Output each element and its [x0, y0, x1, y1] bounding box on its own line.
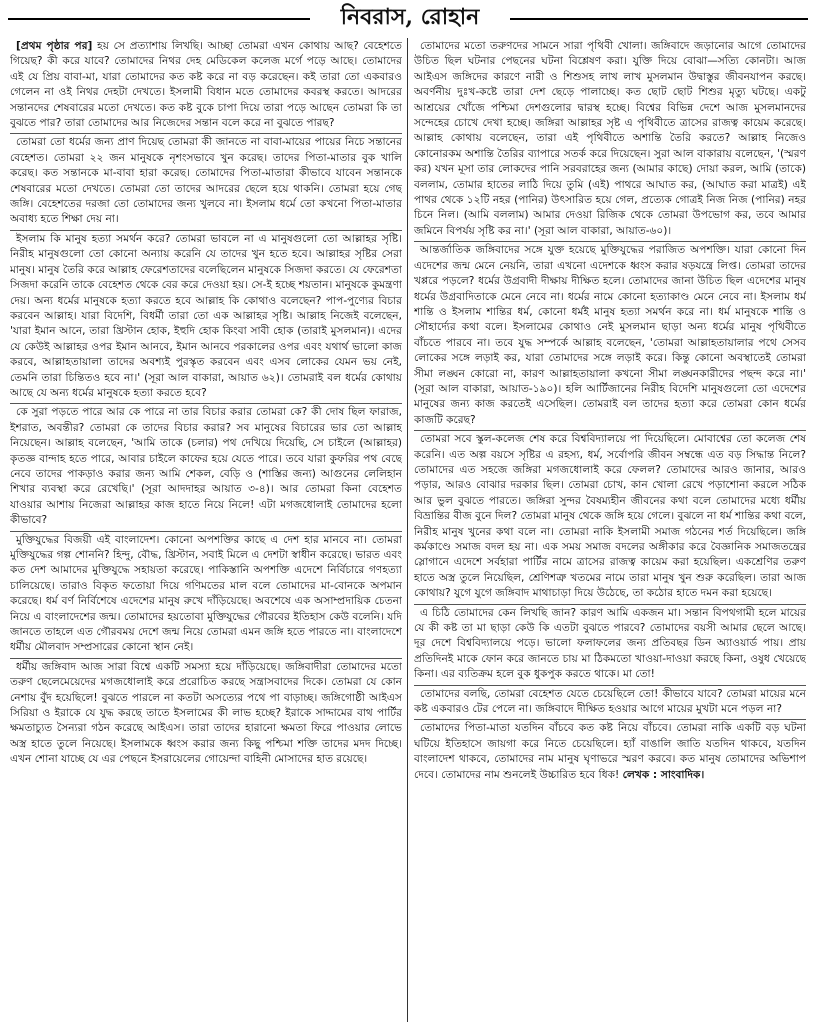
- article-header: [0, 0, 816, 36]
- paragraph-text: হয় সে প্রত্যাশায় লিখছি। আচ্ছা তোমরা এখন কোথায় আছ? বেহেশতে গিয়েছ? কী করে যাবে? তোমাদের নিথর দেহ মেডিকেল কলেজ মর্গে পড়ে আছে। তোমাদের এই যে প্রিয় বাবা-মা, যারা তোমাদের কত কষ্ট করে না বড় করেছেন। কই তারা তো একবারও গেলেন না ওই নিথর দেহটা দেখতে। ইসলামী বিধান মতে তোমাদের কবরস্থ করতে। আদরের সন্তানদের শেষবারের মতো দেখতে। কত কষ্ট বুকে চাপা দিয়ে তারা পড়ে আছেন তোমরা কি তা বুঝতে পার? তারা তোমাদের আর নিজেদের সন্তান বলে করে না বুঝতে পারছ?: [10, 40, 402, 130]
- article-paragraph: কে সুরা পড়তে পারে আর কে পারে না তার বিচার করার তোমরা কে? কী দোষ ছিল ফারাজ, ইশরাত, অবন্তীর? তোমরা কে তাদের বিচার করার? সব মানুষের বিচারের ভার তো আল্লাহ নিয়েছেন। আল্লাহ বলেছেন, 'আমি তাকে (চলার) পথ দেখিয়ে দিয়েছি, সে চাইলে (আল্লাহর) কৃতজ্ঞ বান্দাহ হতে পারে, আবার চাইলে কাফের হয়ে যেতে পারে। তবে যারা কুফরির পথ বেছে নেবে তাদের পাকড়াও করার জন্য আমি শেকল, বেড়ি ও (শাস্তির জন্য) আগুনের লেলিহান শিখার ব্যবস্থা করে রেখেছি।' (সূরা আদদাহর আয়াত ৩-৪)। আর তোমরা কিনা বেহেশত যাওয়ার আশায় নিজেরা আল্লাহর কাজ হাতে নিয়ে নিলে! এটা মগজধোলাই তোমাদের হলো কীভাবে?: [10, 404, 402, 531]
- author-byline: লেখক : সাংবাদিক।: [622, 768, 705, 781]
- article-paragraph: তোমাদের মতো তরুণদের সামনে সারা পৃথিবী খোলা। জঙ্গিবাদে জড়ানোর আগে তোমাদের উচিত ছিল ঘটনার পেছনের ঘটনা বিশ্লেষণ করা। যুক্তি দিয়ে বোঝা—সত্যি কোনটা। আজ আইএস জঙ্গিদের কারণে নারী ও শিশুসহ লাখ লাখ মুসলমান উদ্বাস্তুর জীবনযাপন করছে। অবর্ণনীয় দুঃখ-কষ্টে তারা দেশ ছেড়ে পালাচ্ছে। কত ছোট ছোট শিশুর মৃত্যু ঘটছে। একটু আশ্রয়ের খোঁজে পশ্চিমা দেশগুলোর দ্বারস্থ হচ্ছে। বিশ্বের বিভিন্ন দেশে আজ মুসলমানদের সন্দেহের চোখে দেখা হচ্ছে। জঙ্গিরা আল্লাহর সৃষ্ট এ পৃথিবীতে ত্রাসের রাজত্ব কায়েম করেছে। আল্লাহ কোথায় বলেছেন, তারা এই পৃথিবীতে অশান্তি তৈরি করতে? আল্লাহ নিজেও কোনোরকম অশান্তি তৈরির ব্যাপারে সতর্ক করে দিয়েছেন। সুরা আল বাকারায় বলেছেন, '(স্মরণ কর) যখন মূসা তার লোকদের পানি সরবরাহের জন্য (আমার কাছে) দোয়া করল, আমি (তাকে) বললাম, তোমার হাতের লাঠি দিয়ে তুমি (এই) পাথরে আঘাত কর, (আঘাত করা মাত্রই) এই পাথর থেকে ১২টি নহর (পানির) উৎসারিত হয়ে গেল, প্রত্যেক গোত্রই নিজ নিজ (পানির) নহর চিনে নিল। (আমি বললাম) আমার দেওয়া রিজিক থেকে তোমরা উপভোগ কর, তবে আমার জমিনে বিপর্যয় সৃষ্টি কর না।' (সূরা আল বাকারা, আয়াত-৬০)।: [414, 38, 806, 242]
- paragraph-text: তোমাদের পিতা-মাতা যতদিন বাঁচবে কত কষ্ট নিয়ে বাঁচবে। তোমরা নাকি একটি বড় ঘটনা ঘটিয়ে ইতিহাসে জায়গা করে নিতে চেয়েছিলে। হ্যাঁ বাঙালি জাতি যতদিন থাকবে, যতদিন বাংলাদেশ থাকবে, তোমাদের নাম মানুষ ঘৃণাভরে স্মরণ করবে। কত মানুষ তোমাদের অভিশাপ দেবে। তোমাদের নাম শুনলেই উচ্চারিত হবে ধিক!: [414, 722, 806, 781]
- header-rule-left: [8, 18, 310, 20]
- article-paragraph: ইসলাম কি মানুষ হত্যা সমর্থন করে? তোমরা ভাবলে না এ মানুষগুলো তো আল্লাহর সৃষ্টি। নিরীহ মানুষগুলো তো কোনো অন্যায় করেনি যে তাদের খুন হতে হবে। আল্লাহর সৃষ্টির সেরা মানুষ। মানুষ তৈরি করে আল্লাহ ফেরেশতাদের বলেছিলেন মানুষকে সিজদা করতে। যে ফেরেশতা সিজদা করেনি তাকে বেহেশত থেকে বের করে দেওয়া হয়। সে-ই হচ্ছে শয়তান। মানুষকে কুমন্ত্রণা দেয়। অন্য ধর্মের মানুষকে হত্যা করতে হবে আল্লাহ কি কোথাও বলেছেন? পাপ-পুণ্যের বিচার করবেন আল্লাহ। যারা বিদেশি, বিধর্মী তারা তো এক আল্লাহর সৃষ্টি। আল্লাহ নিজেই বলেছেন, 'যারা ইমান আনে, তারা খ্রিস্টান হোক, ইহুদি হোক কিংবা সাবী হোক (তারাই মুসলমান)। এদের যে কেউই আল্লাহর ওপর ইমান আনবে, ইমান আনবে পরকালের ওপর এবং যথার্থ ভালো কাজ করবে, আল্লাহতায়ালা তাদের অবশ্যই পুরস্কৃত করবেন এবং এসব লোকের যেমন ভয় নেই, তেমনি তারা চিন্তিতও হবে না।' (সূরা আল বাকারা, আয়াত ৬২)। তোমরাই বল ধর্মের কোথায় আছে যে অন্য ধর্মের মানুষকে হত্যা করতে হবে?: [10, 231, 402, 404]
- article-paragraph: আন্তর্জাতিক জঙ্গিবাদের সঙ্গে যুক্ত হয়েছে মুক্তিযুদ্ধের পরাজিত অপশক্তি। যারা কোনো দিন এদেশের জন্ম মেনে নেয়নি, তারা এখনো এদেশকে ধ্বংস করার ষড়যন্ত্রে লিপ্ত। তোমরা তাদের খপ্পরে পড়লে? ধর্মের উগ্রবাদী দীক্ষায় দীক্ষিত হলে। তোমাদের জানা উচিত ছিল এদেশের মানুষ ধর্মের উগ্রবাদিতাকে মেনে নেবে না। ধর্মের নামে কোনো হত্যাকাণ্ড মেনে নেবে না। ইসলাম ধর্ম শান্তি ও ইসলাম শান্তির ধর্ম, কোনো ধর্মই মানুষ হত্যা সমর্থন করে না। ধর্ম মানুষকে শান্তি ও সৌহার্দ্যের কথা বলে। ইসলামের কোথাও নেই মুসলমান ছাড়া অন্য ধর্মের মানুষ পৃথিবীতে বাঁচতে পারবে না। তবে যুদ্ধ সম্পর্কে আল্লাহ বলেছেন, 'তোমরা আল্লাহতায়ালার পথে সেসব লোকের সঙ্গে লড়াই কর, যারা তোমাদের সঙ্গে লড়াই করে। কিন্তু কোনো অবস্থাতেই তোমরা সীমা লঙ্ঘন কোরো না, কারণ আল্লাহতায়ালা কখনো সীমা লঙ্ঘনকারীদের পছন্দ করে না।' (সূরা আল বাকারা, আয়াত-১৯০)। হলি আর্টিজানের নিরীহ বিদেশি মানুষগুলো তো এদেশের মানুষের জন্য কাজ করতেই এসেছিল। তোমরাই বল তাদের হত্যা করে তোমরা কোন ধর্মের কাজটি করেছ?: [414, 242, 806, 431]
- column-divider: [407, 38, 408, 1022]
- article-paragraph: তোমাদের বলছি, তোমরা বেহেশত যেতে চেয়েছিলে তো! কীভাবে যাবে? তোমরা মায়ের মনে কষ্ট একবারও টের পেলে না। জঙ্গিবাদে দীক্ষিত হওয়ার আগে মায়ের মুখটা মনে পড়ল না?: [414, 686, 806, 721]
- article-paragraph: তোমরা সবে স্কুল-কলেজ শেষ করে বিশ্ববিদ্যালয়ে পা দিয়েছিলে। মোবাশ্বের তো কলেজ শেষ করেনি। এত অল্প বয়সে সৃষ্টির এ রহস্য, ধর্ম, সর্বোপরি জীবন সম্বন্ধে এত বড় সিদ্ধান্ত নিলে? তোমাদের এত সহজে জঙ্গিরা মগজধোলাই করে ফেলল? তোমাদের আরও জানার, আরও পড়ার, আরও বোঝার দরকার ছিল। তোমরা চোখ, কান খোলা রেখে পড়াশোনা করলে সঠিক আর ভুল বুঝতে পারতে। জঙ্গিরা সুন্দর বৈষম্যহীন জীবনের কথা বলে তোমাদের মধ্যে ধর্মীয় বিভ্রান্তির বীজ বুনে দিল? তোমরা মানুষ থেকে জঙ্গি হয়ে গেলে। বুঝলে না ধর্ম শান্তির কথা বলে, নিরীহ মানুষ খুনের কথা বলে না। তোমরা নাকি ইসলামী সমাজ গঠনের শর্ত দিয়েছিলে। জঙ্গি কর্মকাণ্ডে সমাজ বদল হয় না। এক সময় সমাজ বদলের অঙ্গীকার করে বৈজ্ঞানিক সমাজতন্ত্রের স্লোগানে এদেশে সর্বহারা পার্টির নামে ত্রাসের রাজত্ব কায়েম করা হয়েছিল। একশ্রেণির তরুণ হাতে অস্ত্র তুলে নিয়েছিল, শ্রেণিশত্রু খতমের নামে তারা মানুষ খুন শুরু করেছিল। তারা আজ কোথায়? যুগে যুগে জঙ্গিবাদ মাথাচাড়া দিয়ে উঠেছে, তা কঠোর হাতে দমন করা হয়েছে।: [414, 431, 806, 604]
- article-paragraph: [414, 720, 806, 785]
- left-column: [10, 38, 402, 1024]
- article-paragraph: মুক্তিযুদ্ধের বিজয়ী এই বাংলাদেশ। কোনো অপশক্তির কাছে এ দেশ হার মানবে না। তোমরা মুক্তিযুদ্ধের গল্প শোননি? হিন্দু, বৌদ্ধ, খ্রিস্টান, সবাই মিলে এ দেশটা স্বাধীন করেছে। ভারত এবং কত দেশ আমাদের মুক্তিযুদ্ধে সহায়তা করেছে। পাকিস্তানি অপশক্তি এদেশে নির্বিচারে গণহত্যা চালিয়েছে। তারাও বিকৃত ফতোয়া দিয়ে গণিমতের মাল বলে তোমাদের মা-বোনকে অপমান করেছে। ধর্ম বর্ণ নির্বিশেষে এদেশের মানুষ রুখে দাঁড়িয়েছে। অবশেষে এক অসাম্প্রদায়িক চেতনা নিয়ে এ বাংলাদেশের জন্ম। তোমাদের হয়তোবা মুক্তিযুদ্ধের গৌরবের ইতিহাস কেউ বলেনি। যদি জানতে তাহলে এত গৌরবময় দেশে জন্ম নিয়ে তোমরা এমন জঙ্গি হতে পারতে না। বাংলাদেশে ধর্মীয় মৌলবাদ সম্প্রসারের কোনো স্থান নেই।: [10, 532, 402, 659]
- article-paragraph: [10, 38, 402, 134]
- article-title: নিবরাস, রোহান: [340, 4, 480, 30]
- continuation-label: [প্রথম পৃষ্ঠার পর]: [16, 40, 93, 52]
- right-column: [414, 38, 806, 1024]
- header-rule-right: [510, 18, 808, 20]
- article-paragraph: এ চিঠি তোমাদের কেন লিখছি জান? কারণ আমি একজন মা। সন্তান বিপথগামী হলে মায়ের যে কী কষ্ট তা মা ছাড়া কেউ কি এতটা বুঝতে পারবে? তোমাদের বয়সী আমার ছেলে আছে। দূর দেশে বিশ্ববিদ্যালয়ে পড়ে। ভালো ফলাফলের জন্য প্রতিবছর ডিন অ্যাওয়ার্ড পায়। প্রায় প্রতিদিনই মাকে ফোন করে জানতে চায় মা ঠিকমতো খাওয়া-দাওয়া করছে কিনা, ওষুধ খেয়েছে কিনা। এর ব্যতিক্রম হলে বুক ধুকপুক করতে থাকে। মা তো!: [414, 605, 806, 686]
- article-paragraph: ধর্মীয় জঙ্গিবাদ আজ সারা বিশ্বে একটি সমস্যা হয়ে দাঁড়িয়েছে। জঙ্গিবাদীরা তোমাদের মতো তরুণ ছেলেমেয়েদের মগজধোলাই করে প্ররোচিত করছে সন্ত্রাসবাদের দিকে। তোমরা যে কোন নেশায় বুঁদ হয়েছিলে! বুঝতে পারলে না কতটা অসত্যের পথে পা বাড়াচ্ছ। জঙ্গিগোষ্ঠী আইএস সিরিয়া ও ইরাকে যে যুদ্ধ করছে তাতে ইসলামের কী লাভ হচ্ছে? ইরাকে সাদ্দামের বাথ পার্টির ক্ষমতাচ্যুত সৈন্যরা গঠন করেছে আইএস। তারা তাদের হারানো ক্ষমতা ফিরে পাওয়ার লোভে অস্ত্র হাতে তুলে নিয়েছে। ইসলামকে ধ্বংস করার জন্য কিছু পশ্চিমা শক্তি তাদের মদদ দিচ্ছে। এখন শোনা যাচ্ছে যে এর পেছনে ইসরায়েলের গোয়েন্দা বাহিনী মোসাদের হাত রয়েছে।: [10, 660, 402, 766]
- article-paragraph: তোমরা তো ধর্মের জন্য প্রাণ দিয়েছ তোমরা কী জানতে না বাবা-মায়ের পায়ের নিচে সন্তানের বেহেশত। তোমরা ২২ জন মানুষকে নৃশংসভাবে খুন করেছ। তাদের পিতা-মাতার বুক খালি করেছ। কত সন্তানকে মা-বাবা হারা করেছ। তোমাদের পিতা-মাতারা কীভাবে যাবেন সন্তানকে শেষবারের মতো দেখতে। তোমরা তো তাদের আদরের ছেলে হয়ে থাকনি। তোমরা হয়ে গেছ জঙ্গি। বেহেশতের দরজা তো তোমাদের জন্য খুলবে না। ইসলাম ধর্মে তো কখনো পিতা-মাতার অবাধ্য হতে শিক্ষা দেয় না।: [10, 134, 402, 230]
